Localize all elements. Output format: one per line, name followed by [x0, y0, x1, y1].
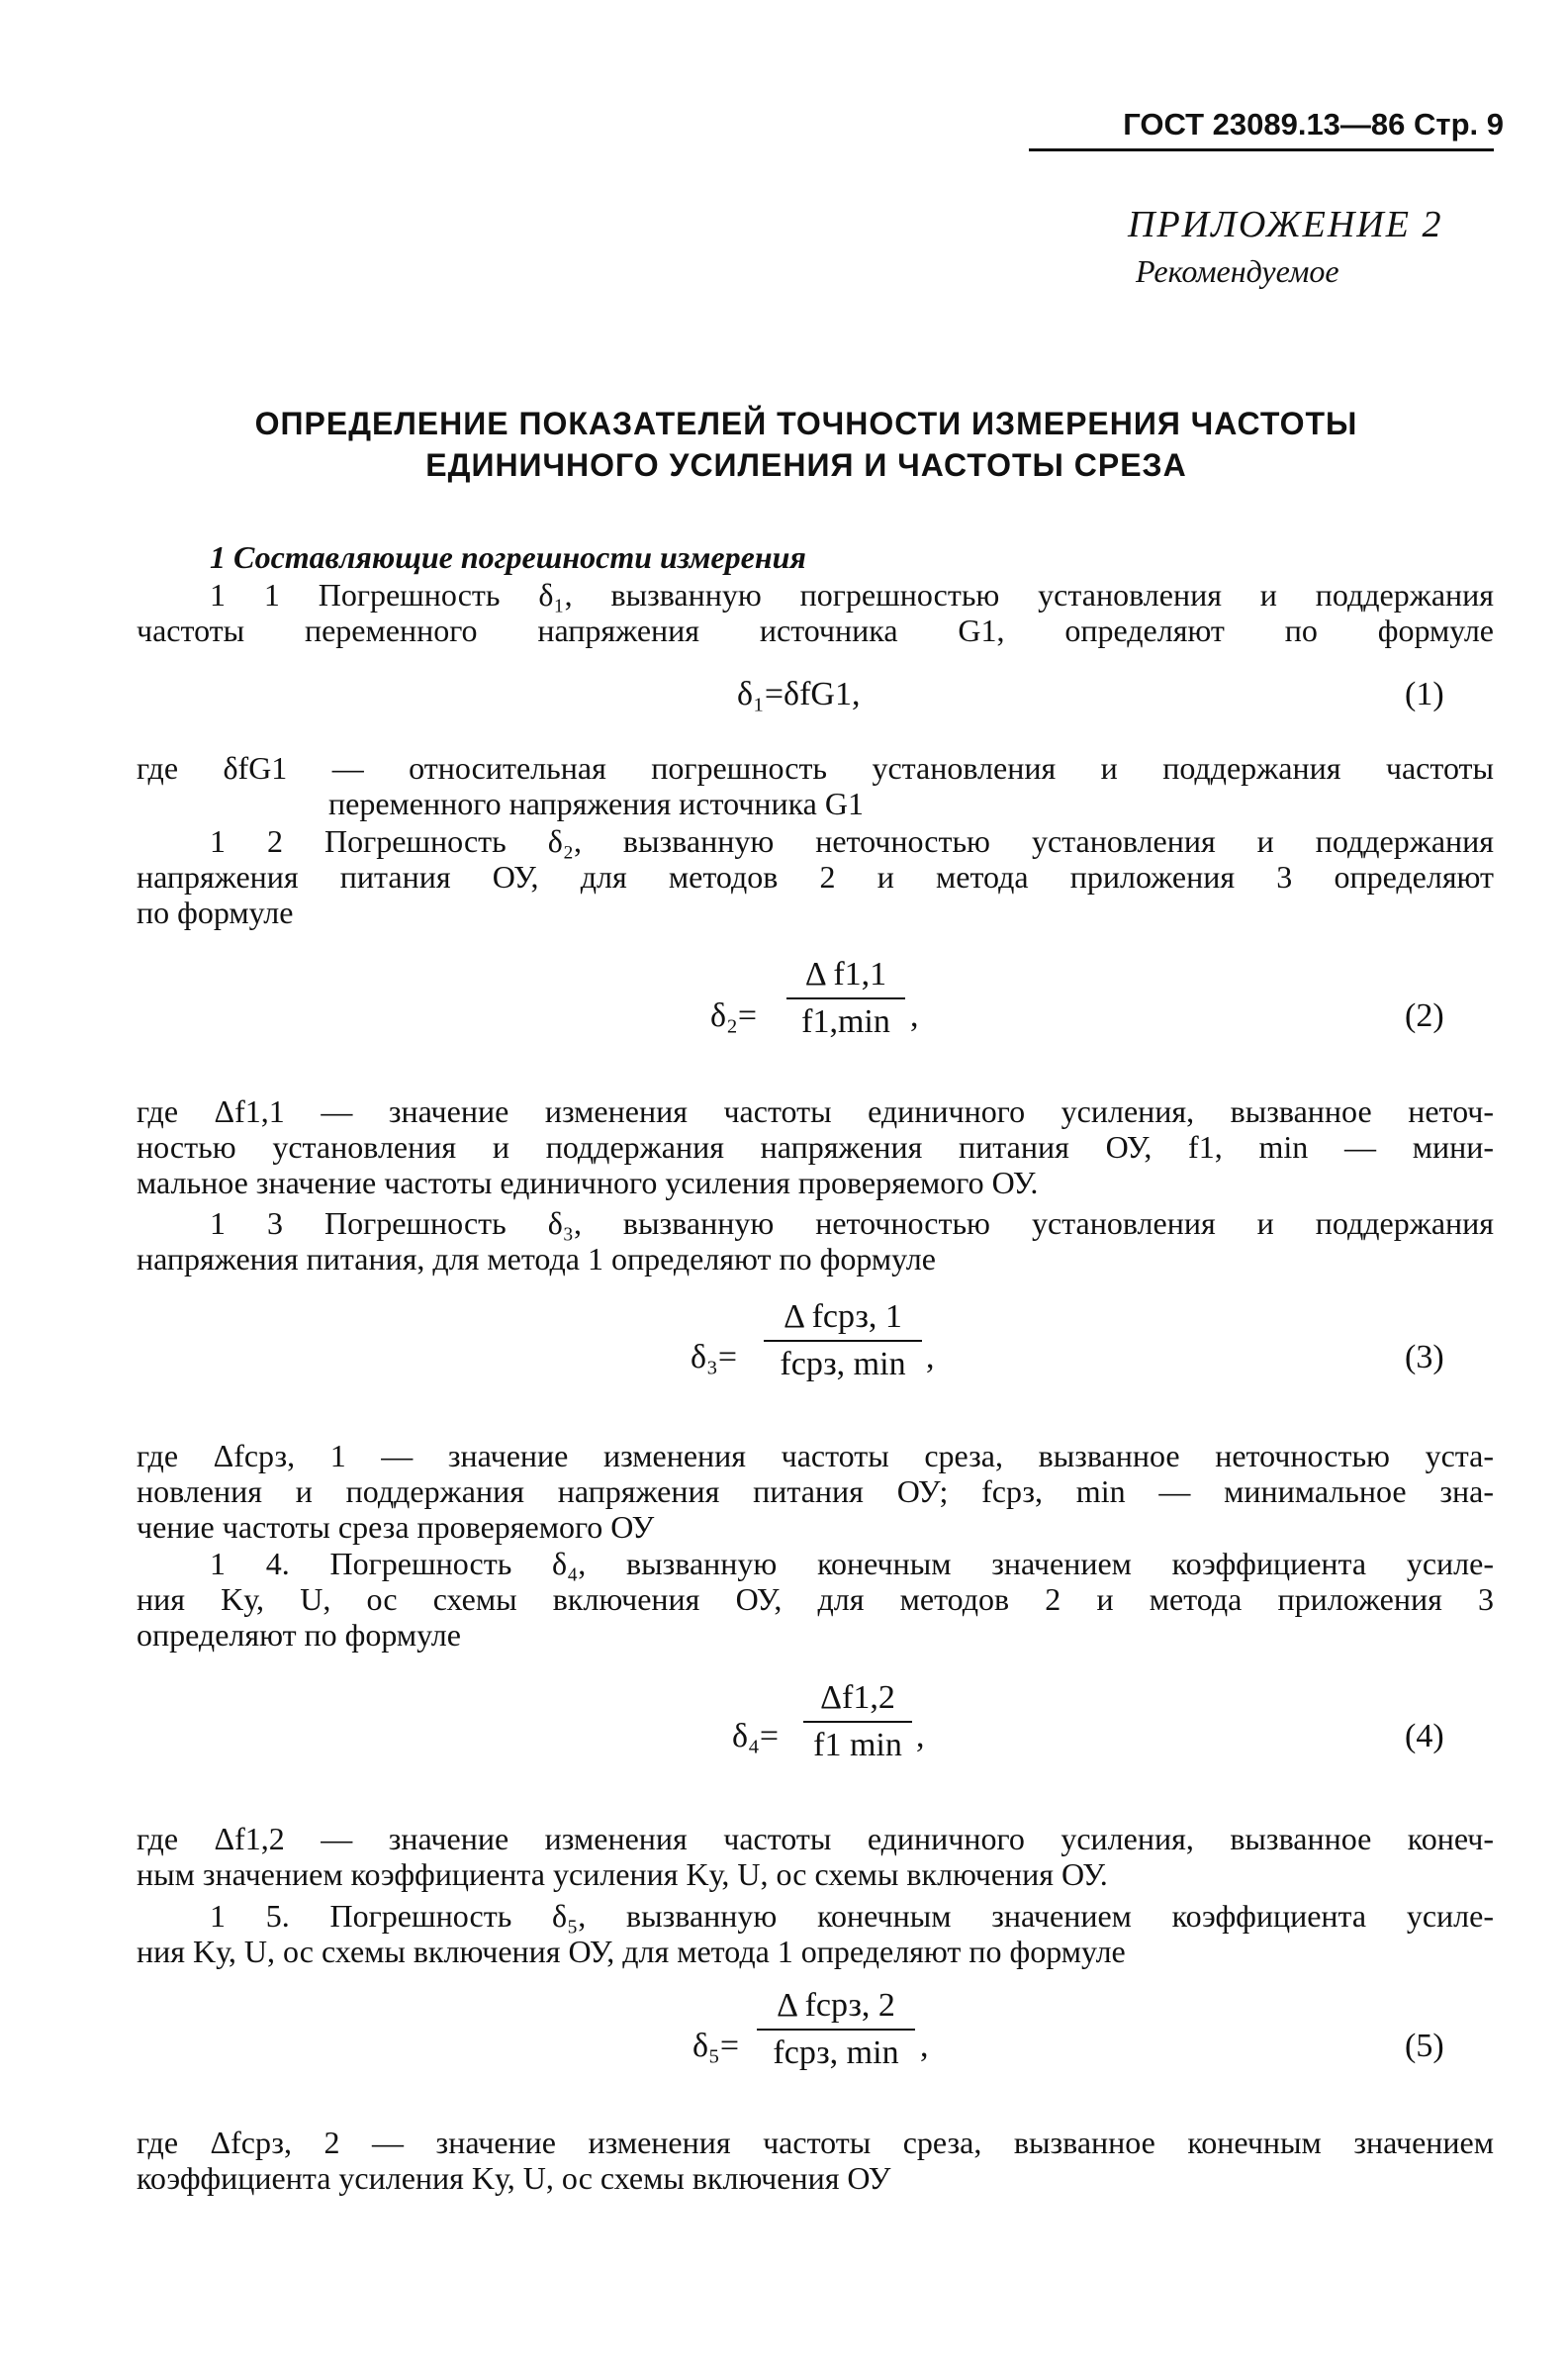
- formula-5-numerator: Δ fсрз, 2: [777, 1987, 895, 2024]
- paragraph-line: где Δfсрз, 2 — значение изменения частоты среза, вызванное конечным значением: [137, 2125, 1494, 2160]
- paragraph-line: где δfG1 — относительная погрешность установления и поддержания частоты: [137, 750, 1494, 786]
- formula-2-tail: ,: [910, 997, 919, 1034]
- paragraph-line: где Δfсрз, 1 — значение изменения частоты среза, вызванное неточностью уста-: [137, 1438, 1494, 1473]
- appendix-subtitle: Рекомендуемое: [1136, 253, 1339, 289]
- paragraph-line: частоты переменного напряжения источника G1, определяют по формуле: [137, 613, 1494, 648]
- section-heading: 1 Составляющие погрешности измерения: [210, 539, 806, 575]
- fraction-bar: [786, 997, 905, 999]
- appendix-title: ПРИЛОЖЕНИЕ 2: [1128, 204, 1443, 245]
- paragraph-line: 1 2 Погрешность δ₂, вызванную неточностью установления и поддержания: [210, 823, 1494, 859]
- header-rule: [1029, 148, 1494, 151]
- paragraph-line: ным значением коэффициента усиления Kу, U, ос схемы включения ОУ.: [137, 1856, 1108, 1892]
- formula-3-numerator: Δ fсрз, 1: [784, 1298, 902, 1335]
- paragraph-line: 1 1 Погрешность δ₁, вызванную погрешностью установления и поддержания: [210, 577, 1494, 613]
- formula-4-fraction: [803, 1679, 912, 1764]
- paragraph-line: ния Kу, U, ос схемы включения ОУ, для методов 2 и метода приложения 3: [137, 1581, 1494, 1617]
- fraction-bar: [764, 1340, 922, 1342]
- fraction-bar: [803, 1721, 912, 1723]
- formula-1: δ₁=δfG1,: [737, 676, 861, 712]
- formula-1-number: (1): [1405, 676, 1444, 712]
- paragraph-line: переменного напряжения источника G1: [328, 786, 864, 821]
- document-title-line-2: ЕДИНИЧНОГО УСИЛЕНИЯ И ЧАСТОТЫ СРЕЗА: [425, 447, 1187, 483]
- formula-5-number: (5): [1405, 2028, 1444, 2064]
- formula-5-tail: ,: [920, 2028, 929, 2064]
- paragraph-line: по формуле: [137, 895, 294, 930]
- formula-4-number: (4): [1405, 1718, 1444, 1754]
- formula-4-denominator: f1 min: [813, 1727, 902, 1763]
- page-header: ГОСТ 23089.13—86 Стр. 9: [1123, 107, 1504, 142]
- document-title-line-1: ОПРЕДЕЛЕНИЕ ПОКАЗАТЕЛЕЙ ТОЧНОСТИ ИЗМЕРЕНИЯ ЧАСТОТЫ: [254, 406, 1358, 441]
- formula-5-lhs: δ₅=: [692, 2028, 740, 2064]
- formula-2-lhs: δ₂=: [710, 997, 758, 1034]
- paragraph-line: чение частоты среза проверяемого ОУ: [137, 1509, 655, 1545]
- paragraph-line: 1 3 Погрешность δ₃, вызванную неточностью установления и поддержания: [210, 1205, 1494, 1241]
- paragraph-line: где Δf1,1 — значение изменения частоты единичного усиления, вызванное неточ-: [137, 1093, 1494, 1129]
- paragraph-line: ния Kу, U, ос схемы включения ОУ, для метода 1 определяют по формуле: [137, 1934, 1126, 1969]
- formula-3-tail: ,: [926, 1339, 935, 1375]
- formula-2-denominator: f1,min: [801, 1003, 890, 1040]
- paragraph-line: коэффициента усиления Kу, U, ос схемы включения ОУ: [137, 2160, 891, 2196]
- fraction-bar: [757, 2029, 915, 2031]
- formula-2-fraction: [786, 956, 905, 1041]
- formula-3-number: (3): [1405, 1339, 1444, 1375]
- paragraph-line: ностью установления и поддержания напряжения питания ОУ, f1, min — мини-: [137, 1129, 1494, 1165]
- formula-4-lhs: δ₄=: [732, 1718, 780, 1754]
- paragraph-line: 1 5. Погрешность δ₅, вызванную конечным значением коэффициента усиле-: [210, 1898, 1494, 1934]
- paragraph-line: новления и поддержания напряжения питания ОУ; fсрз, min — минимальное зна-: [137, 1473, 1494, 1509]
- paragraph-line: напряжения питания ОУ, для методов 2 и метода приложения 3 определяют: [137, 859, 1494, 895]
- formula-5-fraction: [757, 1987, 915, 2072]
- paragraph-line: напряжения питания, для метода 1 определяют по формуле: [137, 1241, 936, 1277]
- formula-4-tail: ,: [916, 1718, 925, 1754]
- paragraph-line: определяют по формуле: [137, 1617, 461, 1653]
- formula-4-numerator: Δf1,2: [820, 1679, 895, 1716]
- formula-5-denominator: fсрз, min: [773, 2034, 899, 2071]
- paragraph-line: где Δf1,2 — значение изменения частоты единичного усиления, вызванное конеч-: [137, 1821, 1494, 1856]
- formula-2-number: (2): [1405, 997, 1444, 1034]
- paragraph-line: 1 4. Погрешность δ₄, вызванную конечным значением коэффициента усиле-: [210, 1546, 1494, 1581]
- paragraph-line: мальное значение частоты единичного усиления проверяемого ОУ.: [137, 1165, 1039, 1200]
- formula-3-lhs: δ₃=: [691, 1339, 738, 1375]
- formula-3-fraction: [764, 1298, 922, 1383]
- formula-2-numerator: Δ f1,1: [804, 956, 887, 993]
- formula-3-denominator: fсрз, min: [780, 1346, 906, 1382]
